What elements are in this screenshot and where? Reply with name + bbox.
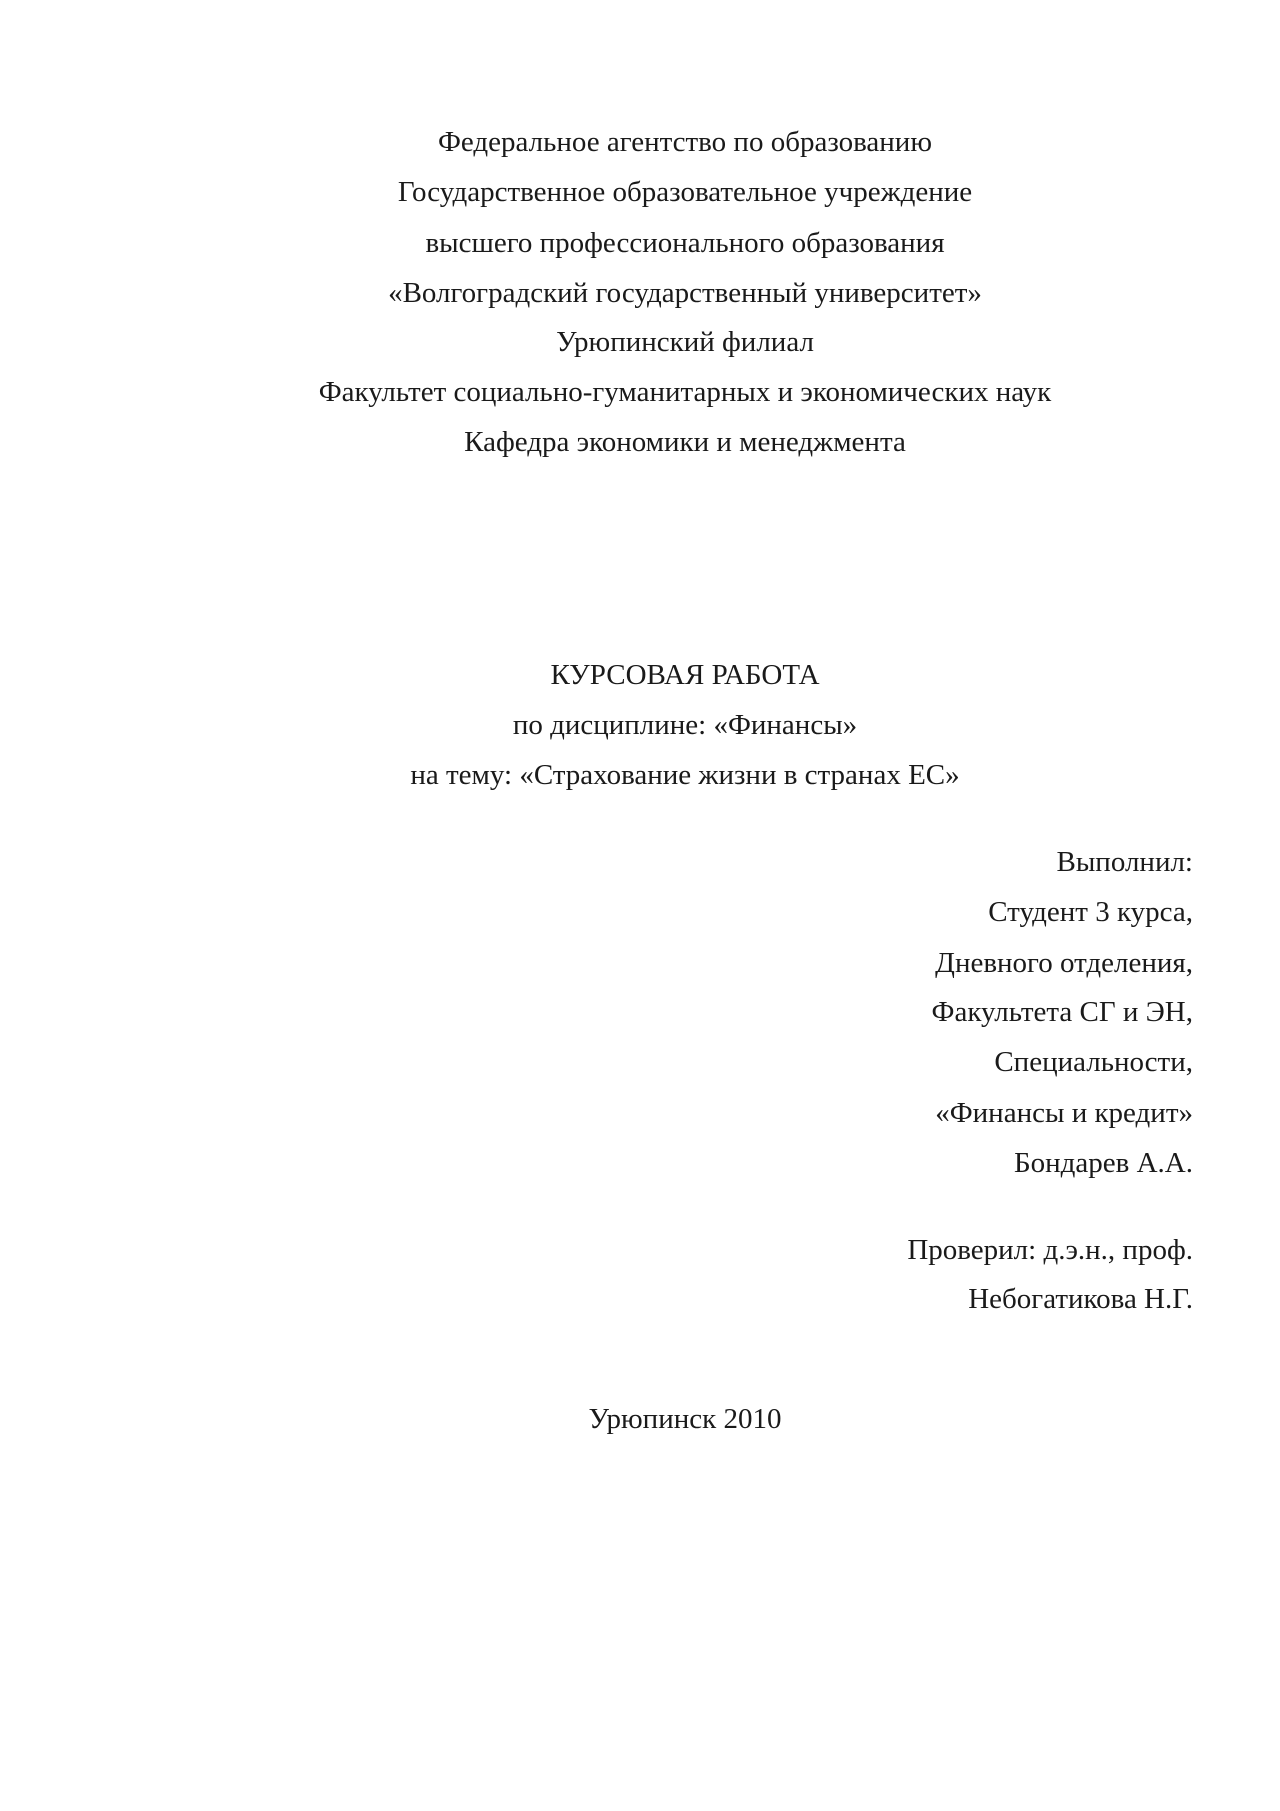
author-department: Дневного отделения, (935, 947, 1193, 979)
header-line-branch: Урюпинский филиал (556, 326, 814, 358)
author-specialty: «Финансы и кредит» (935, 1097, 1193, 1129)
reviewer-name: Небогатикова Н.Г. (968, 1283, 1193, 1315)
discipline-line: по дисциплине: «Финансы» (512, 709, 858, 741)
author-specialty-label: Специальности, (994, 1046, 1193, 1078)
header-line-faculty: Факультет социально-гуманитарных и экономических наук (318, 376, 1052, 408)
header-line-university: «Волгоградский государственный университет» (388, 277, 982, 309)
author-course: Студент 3 курса, (988, 896, 1193, 928)
city-year: Урюпинск 2010 (588, 1403, 782, 1435)
header-line-agency: Федеральное агентство по образованию (437, 126, 932, 158)
author-faculty: Факультета СГ и ЭН, (931, 996, 1193, 1028)
header-line-department: Кафедра экономики и менеджмента (464, 426, 906, 458)
author-performed-label: Выполнил: (1056, 846, 1193, 878)
topic-line: на тему: «Страхование жизни в странах ЕС» (410, 759, 960, 791)
reviewer-title: Проверил: д.э.н., проф. (907, 1234, 1193, 1266)
author-name: Бондарев А.А. (1014, 1147, 1193, 1179)
header-line-institution-type: Государственное образовательное учреждение (397, 176, 973, 208)
header-line-education-level: высшего профессионального образования (425, 227, 945, 259)
work-type-title: КУРСОВАЯ РАБОТА (550, 659, 820, 691)
